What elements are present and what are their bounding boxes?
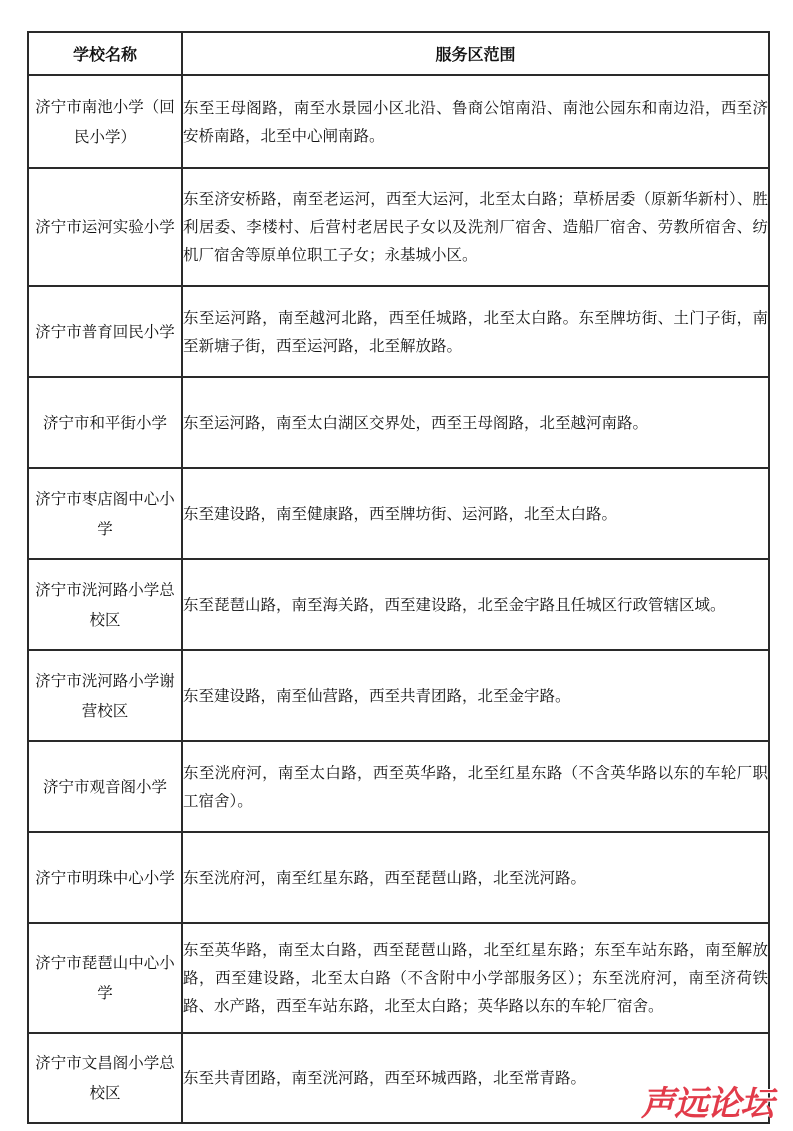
school-cell: 济宁市洸河路小学总校区 [28,559,182,650]
table-row [28,741,769,832]
school-cell: 济宁市普育回民小学 [28,286,182,377]
area-cell: 东至建设路，南至健康路，西至牌坊街、运河路，北至太白路。 [182,468,769,559]
area-cell: 东至琵琶山路，南至海关路，西至建设路，北至金宇路且任城区行政管辖区域。 [182,559,769,650]
area-cell: 东至运河路，南至越河北路，西至任城路，北至太白路。东至牌坊街、土门子街，南至新塘子街，西至运河路，北至解放路。 [182,286,769,377]
forum-watermark: 声远论坛 [641,1084,773,1124]
table-row [28,650,769,741]
school-cell: 济宁市洸河路小学谢营校区 [28,650,182,741]
table-row [28,923,769,1033]
table-row [28,75,769,168]
area-cell: 东至洸府河，南至红星东路，西至琵琶山路，北至洸河路。 [182,832,769,923]
area-cell: 东至洸府河，南至太白路，西至英华路，北至红星东路（不含英华路以东的车轮厂职工宿舍）。 [182,741,769,832]
area-cell: 东至济安桥路，南至老运河，西至大运河，北至太白路；草桥居委（原新华新村）、胜利居委、李楼村、后营村老居民子女以及洗剂厂宿舍、造船厂宿舍、劳教所宿舍、纺机厂宿舍等原单位职工子女；永基城小区。 [182,168,769,286]
table-row [28,377,769,468]
table-row [28,286,769,377]
school-cell: 济宁市运河实验小学 [28,168,182,286]
area-cell: 东至运河路，南至太白湖区交界处，西至王母阁路，北至越河南路。 [182,377,769,468]
school-cell: 济宁市和平街小学 [28,377,182,468]
area-cell: 东至王母阁路，南至水景园小区北沿、鲁商公馆南沿、南池公园东和南边沿，西至济安桥南路，北至中心闸南路。 [182,75,769,168]
header-row [28,32,769,75]
school-cell: 济宁市琵琶山中心小学 [28,923,182,1033]
service-area-table [27,31,770,1124]
table-row [28,832,769,923]
area-cell: 东至共青团路，南至洸河路，西至环城西路，北至常青路。 [182,1033,769,1123]
header-school-name: 学校名称 [28,32,182,75]
school-cell: 济宁市枣店阁中心小学 [28,468,182,559]
header-service-area: 服务区范围 [182,32,769,75]
table-row [28,559,769,650]
school-cell: 济宁市南池小学（回民小学） [28,75,182,168]
area-cell: 东至英华路，南至太白路，西至琵琶山路，北至红星东路；东至车站东路，南至解放路，西至建设路，北至太白路（不含附中小学部服务区）；东至洸府河，南至济荷铁路、水产路，西至车站东路，北至太白路；英华路以东的车轮厂宿舍。 [182,923,769,1033]
school-cell: 济宁市文昌阁小学总校区 [28,1033,182,1123]
school-cell: 济宁市观音阁小学 [28,741,182,832]
table-row [28,168,769,286]
school-cell: 济宁市明珠中心小学 [28,832,182,923]
area-cell: 东至建设路，南至仙营路，西至共青团路，北至金宇路。 [182,650,769,741]
table-row [28,468,769,559]
